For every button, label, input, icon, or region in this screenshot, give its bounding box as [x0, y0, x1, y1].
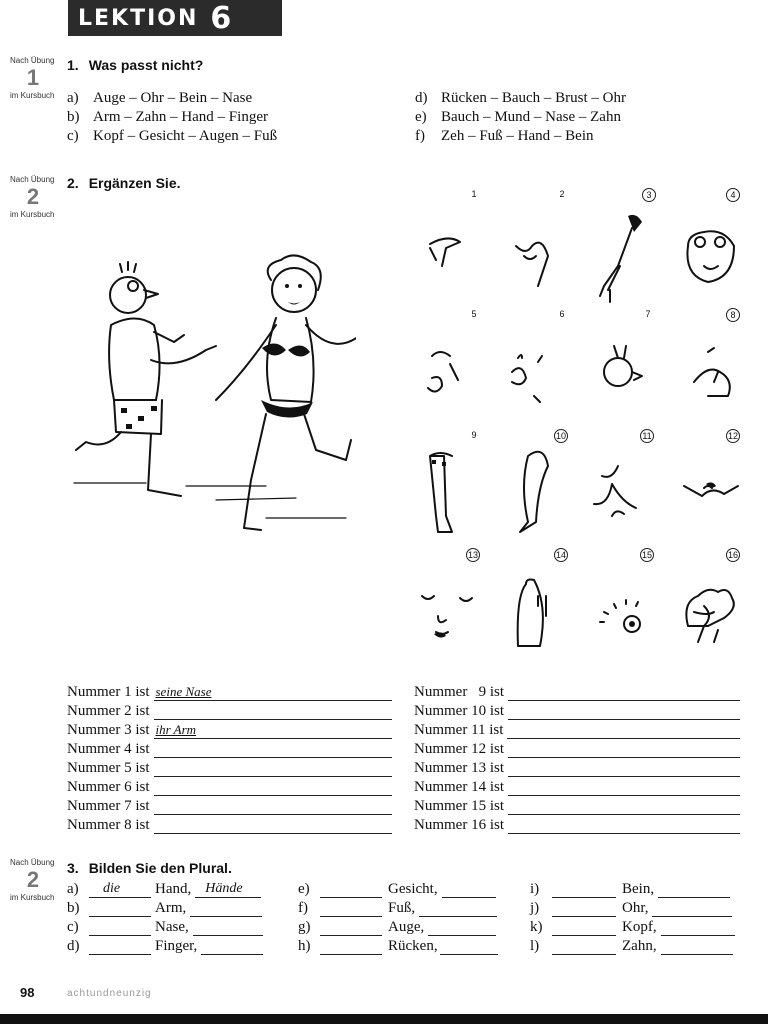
exercise-3-heading: Bilden Sie den Plural.	[88, 860, 232, 876]
plural-row: j) Ohr,	[530, 898, 742, 917]
lektion-number: 6	[210, 0, 234, 36]
exercise-1-heading: Was passt nicht?	[88, 57, 204, 73]
handwritten-plural: Hände	[205, 881, 243, 896]
plural-field[interactable]	[190, 902, 262, 917]
plural-field[interactable]	[201, 940, 263, 955]
plural-row: h) Rücken,	[298, 936, 510, 955]
picture-number: 14	[555, 550, 566, 560]
exercise-1-list-left	[67, 89, 277, 146]
exercise-2-heading: Ergänzen Sie.	[88, 175, 181, 191]
picture-number: 5	[471, 309, 477, 319]
plural-field[interactable]	[661, 940, 733, 955]
plural-row: g) Auge,	[298, 917, 510, 936]
exercise-3-column-1	[67, 879, 279, 955]
dancing-couple-illustration	[66, 250, 356, 540]
answer-field[interactable]	[154, 781, 393, 796]
fill-in-row: Nummer 14 ist	[414, 777, 740, 796]
side-note-exercise-2	[10, 175, 54, 219]
fill-in-row: Nummer 2 ist	[67, 701, 392, 720]
side-note-bottom: im Kursbuch	[10, 210, 55, 219]
picture-number: 2	[559, 189, 565, 199]
answer-field[interactable]	[508, 743, 740, 758]
exercise-2-fill-in-right	[414, 682, 740, 834]
fill-in-row: Nummer 1 ist seine Nase	[67, 682, 392, 701]
exercise-2-fill-in-left	[67, 682, 392, 834]
picture-number: 6	[559, 309, 565, 319]
list-item: b) Arm – Zahn – Hand – Finger	[67, 109, 268, 125]
plural-field[interactable]	[661, 921, 735, 936]
fill-in-row: Nummer 4 ist	[67, 739, 392, 758]
plural-field[interactable]	[195, 883, 261, 898]
plural-row: a) die Hand, Hände	[67, 879, 279, 898]
fill-in-row: Nummer 3 ist ihr Arm	[67, 720, 392, 739]
plural-field[interactable]	[193, 921, 263, 936]
answer-field[interactable]	[508, 800, 740, 815]
exercise-1-number: 1.	[67, 57, 79, 73]
list-item: e) Bauch – Mund – Nase – Zahn	[415, 109, 621, 125]
answer-field[interactable]	[154, 686, 393, 701]
body-part-picture-grid	[408, 186, 748, 656]
article-field[interactable]	[89, 883, 151, 898]
bottom-edge-bar	[0, 1014, 768, 1024]
side-note-top: Nach Übung	[10, 175, 55, 184]
picture-number: 7	[645, 309, 651, 319]
plural-field[interactable]	[442, 883, 496, 898]
body-part-sketches	[408, 186, 748, 656]
answer-field[interactable]	[154, 705, 393, 720]
article-field[interactable]	[320, 921, 382, 936]
answer-field[interactable]	[154, 762, 393, 777]
side-note-number: 2	[26, 184, 40, 209]
article-field[interactable]	[320, 883, 382, 898]
side-note-bottom: im Kursbuch	[10, 893, 55, 902]
side-note-bottom: im Kursbuch	[10, 91, 55, 100]
plural-row: f) Fuß,	[298, 898, 510, 917]
plural-field[interactable]	[440, 940, 498, 955]
plural-field[interactable]	[419, 902, 497, 917]
list-item: a) Auge – Ohr – Bein – Nase	[67, 90, 253, 106]
fill-in-row: Nummer 8 ist	[67, 815, 392, 834]
answer-field[interactable]	[508, 781, 740, 796]
exercise-3-title	[67, 860, 232, 876]
article-field[interactable]	[552, 883, 616, 898]
picture-number: 4	[726, 188, 740, 202]
handwritten-article: die	[103, 881, 121, 896]
exercise-1-title	[67, 57, 203, 73]
article-field[interactable]	[89, 921, 151, 936]
side-note-exercise-3	[10, 858, 54, 902]
article-field[interactable]	[89, 940, 151, 955]
fill-in-row: Nummer 9 ist	[414, 682, 740, 701]
picture-number: 15	[641, 550, 652, 560]
exercise-3-column-3	[530, 879, 742, 955]
answer-field[interactable]	[154, 819, 393, 834]
article-field[interactable]	[320, 902, 382, 917]
fill-in-row: Nummer 7 ist	[67, 796, 392, 815]
answer-field[interactable]	[508, 705, 740, 720]
side-note-exercise-1	[10, 56, 54, 100]
fill-in-row: Nummer 10 ist	[414, 701, 740, 720]
exercise-3-column-2	[298, 879, 510, 955]
article-field[interactable]	[89, 902, 151, 917]
fill-in-row: Nummer 6 ist	[67, 777, 392, 796]
picture-number: 1	[471, 189, 477, 199]
list-item: d) Rücken – Bauch – Brust – Ohr	[415, 90, 626, 106]
plural-row: k) Kopf,	[530, 917, 742, 936]
picture-number: 9	[471, 430, 477, 440]
article-field[interactable]	[552, 940, 616, 955]
fill-in-row: Nummer 15 ist	[414, 796, 740, 815]
plural-field[interactable]	[658, 883, 730, 898]
plural-field[interactable]	[428, 921, 496, 936]
fill-in-row: Nummer 13 ist	[414, 758, 740, 777]
article-field[interactable]	[320, 940, 382, 955]
picture-number: 11	[640, 429, 654, 443]
fill-in-row: Nummer 16 ist	[414, 815, 740, 834]
picture-number: 13	[467, 550, 478, 560]
exercise-1-list-right	[415, 89, 626, 146]
answer-field[interactable]	[508, 686, 740, 701]
picture-number: 16	[727, 550, 738, 560]
side-note-top: Nach Übung	[10, 56, 55, 65]
list-item: c) Kopf – Gesicht – Augen – Fuß	[67, 128, 278, 144]
answer-field[interactable]	[154, 800, 393, 815]
picture-number: 8	[726, 308, 740, 322]
fill-in-row: Nummer 12 ist	[414, 739, 740, 758]
side-note-number: 1	[26, 65, 40, 90]
exercise-3-number: 3.	[67, 860, 79, 876]
picture-number: 12	[727, 431, 738, 441]
side-note-number: 2	[26, 867, 40, 892]
answer-field[interactable]	[507, 724, 740, 739]
page-number: 98	[20, 985, 35, 1000]
answer-field[interactable]	[154, 724, 393, 739]
plural-field[interactable]	[652, 902, 732, 917]
page-number-word: achtundneunzig	[67, 988, 152, 999]
lektion-word: LEKTION	[78, 5, 199, 31]
handwritten-answer: seine Nase	[155, 684, 212, 699]
answer-field[interactable]	[154, 743, 393, 758]
article-field[interactable]	[552, 902, 616, 917]
plural-row: l) Zahn,	[530, 936, 742, 955]
exercise-2-number: 2.	[67, 175, 79, 191]
picture-number: 10	[555, 431, 566, 441]
answer-field[interactable]	[508, 762, 740, 777]
fill-in-row: Nummer 5 ist	[67, 758, 392, 777]
plural-row: b) Arm,	[67, 898, 279, 917]
exercise-2-title	[67, 175, 181, 191]
plural-row: i) Bein,	[530, 879, 742, 898]
list-item: f) Zeh – Fuß – Hand – Bein	[415, 128, 594, 144]
article-field[interactable]	[552, 921, 616, 936]
plural-row: d) Finger,	[67, 936, 279, 955]
fill-in-row: Nummer 11 ist	[414, 720, 740, 739]
side-note-top: Nach Übung	[10, 858, 55, 867]
handwritten-answer: ihr Arm	[155, 722, 197, 737]
lektion-banner	[68, 0, 282, 36]
picture-number: 3	[642, 188, 656, 202]
plural-row: c) Nase,	[67, 917, 279, 936]
plural-row: e) Gesicht,	[298, 879, 510, 898]
answer-field[interactable]	[508, 819, 740, 834]
